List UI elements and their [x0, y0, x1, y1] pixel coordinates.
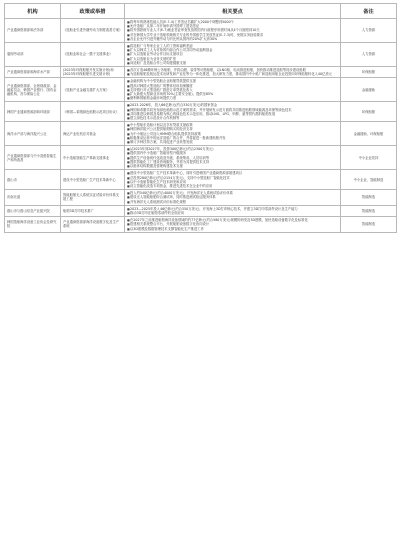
table-row — [5, 67, 397, 78]
table-body — [5, 19, 397, 233]
point-item: ■ 总投资280亿韩元(约合2154万美元)，支持中小型造船厂智能化技术 — [127, 176, 338, 180]
point-item: ■ 建立绿色技术示范设计合作机制等 — [127, 116, 338, 120]
table-row — [5, 19, 397, 43]
table-row — [5, 146, 397, 170]
cell-org: 产业通商资源部和海洋水产部 — [5, 67, 61, 78]
cell-policy: 《韩国—希腊绿色船舶示范项目协议》 — [61, 102, 125, 122]
point-item: ■ 共同推进以韩国及希腊为核心的绿色技术示范应用，推动LNG、LPG、甲醇、氨等替代燃料船舶发展 — [127, 112, 338, 116]
points-list — [127, 44, 338, 65]
cell-org: 韩国产业通商资源部和环境部 — [5, 102, 61, 122]
points-list — [127, 123, 338, 144]
cell-org: 产业通商资源部与中小造船智能生产和所改善 — [5, 146, 61, 170]
cell-policy: 《造船业引进外籍劳动力制度改善方案》 — [61, 19, 125, 43]
table-row — [5, 190, 397, 206]
cell-policy: 《造船业和社会一揽子支援事业》 — [61, 43, 125, 67]
point-item: ■ 搭建相关系统整合平台，开展船舶设备数字化协同设计 — [127, 222, 338, 226]
point-item: ■ 制订多种扶持方案，共同促进产业转型发展 — [127, 140, 338, 144]
point-item: ■ 建设中小型造船厂生产技术革新中心，同时引进韩国产业通商资源部援建项目 — [127, 171, 338, 175]
point-item: ■ 为中小航运公司加入HMM联合船队提供扶持政策 — [127, 132, 338, 136]
point-item: ■ 提供生产设备现代化改造升级、系统集成、人员培训等 — [127, 156, 338, 160]
header-note: 备注 — [341, 4, 397, 19]
point-item: ■ 向造船厂及造船合作公司构建健康支援 — [127, 61, 338, 65]
cell-points — [125, 217, 341, 233]
cell-note: 中小企业扶持 — [341, 146, 397, 170]
point-item: ■ 将每年的熟练技能人员(E-7-4)工作签证名额扩大2000个调整到5000个 — [127, 20, 338, 24]
cell-policy: (2023年环保船舶开发实施计划)和(2023年环保船舶引进支援计划) — [61, 67, 125, 78]
point-item: ■ 首次订造46艘环保公务船舶，并将由燃、装带等可燃船舶，以LNG船、电动推进船舶，加快推动推进造船等同步建设船舶 — [127, 68, 338, 72]
cell-points — [125, 170, 341, 190]
point-item: ■ 2023-2026年，投入66亿韩元(约合330万美元)的国家资金 — [127, 103, 338, 107]
point-item: ■ 推动3D打印在船舶零部件的全面应用 — [127, 211, 338, 215]
point-item: ■ 便利韩国船舶金融市场提供力度 — [127, 96, 338, 100]
point-item: ■ 积极推动运营中的远洋造船厂的合并，并将促进一批新建船舶开发 — [127, 136, 338, 140]
point-item: ■ 中小型船东造船计划以及享有贷款支援政策 — [127, 123, 338, 127]
cell-org: 庆南北道 — [5, 190, 61, 206]
point-item: ■ 韩国海洋振兴公社提供船舶购买的经济支持 — [127, 127, 338, 131]
cell-note: 智能制造 — [341, 217, 397, 233]
point-item: ■ 金融机构为中小型造船企业船舶贷款提供支援 — [127, 79, 338, 83]
point-item: ■ 支持银行对大型造船厂推进订单贷款及收入 — [127, 88, 338, 92]
point-item: ■ 将外国熟练专业人才(E-7)就业签证审查发放的国内行政程序所需时间从4个月缩短到10天 — [127, 28, 338, 32]
cell-points — [125, 19, 341, 43]
cell-note: 金融援助 — [341, 78, 397, 102]
cell-note: 人力资源 — [341, 19, 397, 43]
cell-points — [125, 67, 341, 78]
cell-policy: 产业通商资源部海洋设备数字化及生产系统 — [61, 217, 125, 233]
cell-note: 环保船舶 — [341, 67, 397, 78]
points-list — [127, 191, 338, 204]
cell-note: 智能制造 — [341, 205, 397, 216]
point-item: ■ 以3D建模及数据管理技术支撑智能化生产推进工作 — [127, 227, 338, 231]
point-item: ■ 建设无人智能船舶综合测试场，同时推进测试验证服务体系 — [127, 195, 338, 199]
point-item: ■ 在2027年之前推进船舶海洋设备领域的约77亿韩元(约合580万美元)规模的研发及3D建模，加快造船设备数字化及标准化 — [127, 218, 338, 222]
cell-note: 金融援助、环保船舶 — [341, 122, 397, 146]
points-list — [127, 147, 338, 168]
cell-points — [125, 205, 341, 216]
cell-note: 环保船舶 — [341, 102, 397, 122]
cell-org: 雇佣劳动部 — [5, 43, 61, 67]
header-content: 相关要点 — [125, 4, 341, 19]
cell-points — [125, 122, 341, 146]
cell-points — [125, 43, 341, 67]
table-row — [5, 122, 397, 146]
cell-policy: 海运产业危机应对基金 — [61, 122, 125, 146]
point-item: ■ 允许造船厂从第二年开始申请外国焊工建造签证 — [127, 24, 338, 28]
points-list — [127, 218, 338, 231]
table-row — [5, 205, 397, 216]
cell-org: 蔚山市与蔚山信息产业振兴院 — [5, 205, 61, 216]
cell-org: 产业通商资源部和法务部 — [5, 19, 61, 43]
point-item: ■ 以船体结构数据及管理构建技术支援 — [127, 164, 338, 168]
point-item: ■ 设立智能化改造专项资金，推进先进技术在企业中的应用 — [127, 184, 338, 188]
points-list — [127, 68, 338, 76]
point-item: ■ 提高对韩国大型造船厂的整体信用担保额度 — [127, 84, 338, 88]
cell-note: 人力资源 — [341, 43, 397, 67]
table-row — [5, 102, 397, 122]
point-item: ■ 扩大以韩式工人为对象的内部合作公司共同劳动福利基金 — [127, 48, 338, 52]
cell-points — [125, 146, 341, 170]
table-row — [5, 43, 397, 67]
point-item: ■ 扩大新建大型商业市场的70%(主要安全船)，提供至85% — [127, 92, 338, 96]
point-item: ■ 各企业允许引进外籍劳动力的比例从国内的20%扩大到30% — [127, 37, 338, 41]
point-item: ■ 2023—2025年投入46亿韩元(约合350万美元)，开发海上3D打印核心技术，并建立3D打印零部件设计及生产能力 — [127, 207, 338, 211]
point-item: ■ 以中小造船智能化生产技术研发和应用 — [127, 180, 338, 184]
points-list — [127, 20, 338, 41]
cell-note: 中小企业、智能制造 — [341, 170, 397, 190]
header-policy: 政策或举措 — [61, 4, 125, 19]
policy-table — [4, 3, 397, 233]
cell-org: 海洋水产部与海洋振兴公社 — [5, 122, 61, 146]
point-item: ■ 扩大以造船业为业务支援的扩张 — [127, 57, 338, 61]
points-list — [127, 207, 338, 215]
point-item: ■ 提供国内中小造船厂智能转型升级服务 — [127, 151, 338, 155]
cell-note: 智能制造 — [341, 190, 397, 206]
policy-table-container — [4, 3, 396, 233]
point-item: ■ 投入约540亿韩元(约合4000万美元)，开发海洋无人系统试验评价体系 — [127, 191, 338, 195]
table-row — [5, 217, 397, 233]
header-org: 机构 — [5, 4, 61, 19]
cell-policy: 中小造船智能生产革新支援事业 — [61, 146, 125, 170]
table-header-row — [5, 4, 397, 19]
points-list — [127, 79, 338, 100]
cell-policy: 建设中小型造船厂生产技术革新中心 — [61, 170, 125, 190]
point-item: ■ 从2023年到2027年，投资300亿韩元(约合2300万美元) — [127, 147, 338, 151]
point-item: ■ 开发海洋无人系统测试评价标准化规程 — [127, 200, 338, 204]
cell-points — [125, 102, 341, 122]
point-item: ■ 韩国和希腊共同发布绿色船舶示范方案的需求，并开展研发示范方面将共同推进船舶领域能源及环保等绿色技术 — [127, 108, 338, 112]
cell-policy: 船舶3D打印技术推广 — [61, 205, 125, 216]
cell-policy: 《造船产业金融支援扩大方案》 — [61, 78, 125, 102]
points-list — [127, 171, 338, 188]
point-item: ■ 对在韩国大学毕业于造船领域相关专业的外国留学生发放签证(E-7-3)时，免除实务经验要求 — [127, 33, 338, 37]
table-row — [5, 170, 397, 190]
cell-org: 韩国造船海洋设备工业协会及研究院 — [5, 217, 61, 233]
cell-points — [125, 190, 341, 206]
cell-policy: 智能船舶无人系统实证试验评价体系支援工程 — [61, 190, 125, 206]
point-item: ■ 提供智能化工厂建设咨询服务，并将为其提供技术支持 — [127, 160, 338, 164]
cell-points — [125, 78, 341, 102]
cell-org: 蔚山市 — [5, 170, 61, 190]
cell-org: 产业通商资源部、企划财政部、金融委员会，韩国产业银行、国有金融机构、首尔保险公社 — [5, 78, 61, 102]
point-item: ■ 为造船船舶及航运技术出研发和产业化等为一体化推进，加大研发力度，推动国内中小船厂和造船用船企业投资向环保船舶转化入40亿美元 — [127, 72, 338, 76]
point-item: ■ 将造船厂与每家企业工人的工资和福利差距 — [127, 44, 338, 48]
points-list — [127, 103, 338, 120]
table-row — [5, 78, 397, 102]
point-item: ■ 扩大以造船业劳动合作目标支援项目 — [127, 52, 338, 56]
